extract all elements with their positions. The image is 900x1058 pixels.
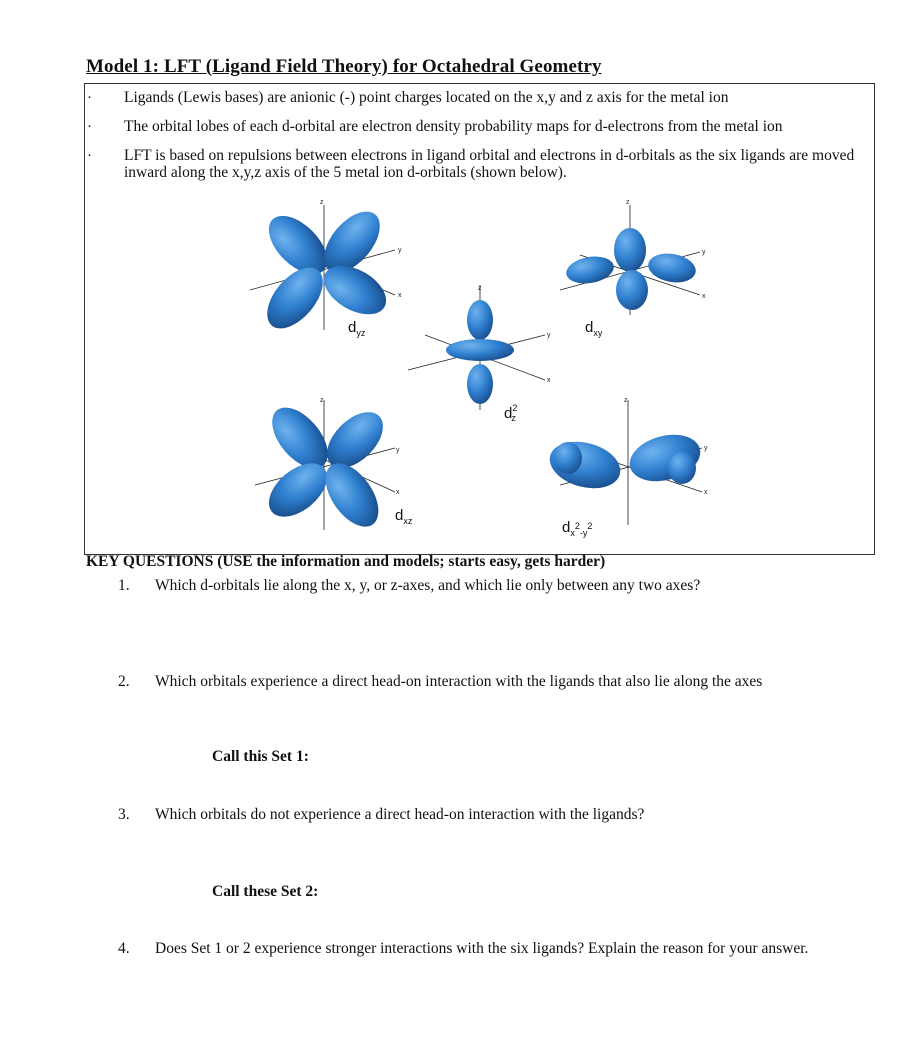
bullet-text-1: Ligands (Lewis bases) are anionic (-) point charges located on the x,y and z axis for the metal ion — [124, 89, 729, 106]
label-dxy: $d_{xy}$ — [585, 319, 603, 338]
bullet-text-3: LFT is based on repulsions between electrons in ligand orbital and electrons in d-orbitals as the six ligands are moved inward along the x,y,z axis of the 5 metal ion d-orbitals (shown below). — [124, 147, 855, 181]
svg-text:y: y — [547, 332, 551, 339]
svg-text:z: z — [624, 397, 628, 404]
svg-text:y: y — [704, 445, 708, 452]
svg-text:x: x — [704, 489, 708, 496]
question-4-number: 4. — [118, 940, 130, 957]
question-2-number: 2. — [118, 673, 130, 690]
svg-text:y: y — [398, 247, 402, 254]
bullet-marker: · — [87, 148, 92, 164]
key-questions-heading: KEY QUESTIONS (USE the information and models; starts easy, gets harder) — [86, 553, 606, 570]
bullet-text-2: The orbital lobes of each d-orbital are electron density probability maps for d-electrons from the metal ion — [124, 118, 783, 135]
svg-text:z: z — [478, 285, 482, 292]
question-1-text: Which d-orbitals lie along the x, y, or z-axes, and which lie only between any two axes? — [155, 577, 701, 594]
bullet-marker: · — [87, 90, 92, 106]
question-2-text: Which orbitals experience a direct head-on interaction with the ligands that also lie along the axes — [155, 673, 763, 690]
question-3-number: 3. — [118, 806, 130, 823]
orbital-dz2 — [408, 285, 551, 423]
svg-text:x: x — [702, 293, 706, 300]
d-orbitals-figure — [240, 190, 720, 545]
orbital-dxy — [560, 199, 706, 338]
svg-text:z: z — [320, 199, 324, 206]
question-4-text: Does Set 1 or 2 experience stronger interactions with the six ligands? Explain the reason for your answer. — [155, 940, 809, 957]
orbital-dyz — [250, 199, 402, 338]
question-1-number: 1. — [118, 577, 130, 594]
svg-text:x: x — [398, 292, 402, 299]
svg-text:z: z — [626, 199, 630, 206]
svg-text:z: z — [320, 397, 324, 404]
orbital-dx2-y2 — [545, 397, 708, 538]
label-dz2: $d^2$ z — [504, 403, 518, 423]
model-title: Model 1: LFT (Ligand Field Theory) for Octahedral Geometry — [86, 56, 602, 77]
svg-text:x: x — [396, 489, 400, 496]
set-2-label: Call these Set 2: — [212, 883, 319, 900]
label-dyz: $d_{yz}$ — [348, 319, 366, 338]
set-1-label: Call this Set 1: — [212, 748, 309, 765]
svg-text:y: y — [396, 447, 400, 454]
svg-text:x: x — [547, 377, 551, 384]
orbital-dxz — [255, 397, 413, 536]
label-dxz: $d_{xz}$ — [395, 507, 413, 526]
bullet-marker: · — [87, 119, 92, 135]
svg-text:y: y — [702, 249, 706, 256]
question-3-text: Which orbitals do not experience a direct head-on interaction with the ligands? — [155, 806, 645, 823]
label-dx2-y2: $d_x^2_{-y}^2$ — [562, 519, 593, 538]
